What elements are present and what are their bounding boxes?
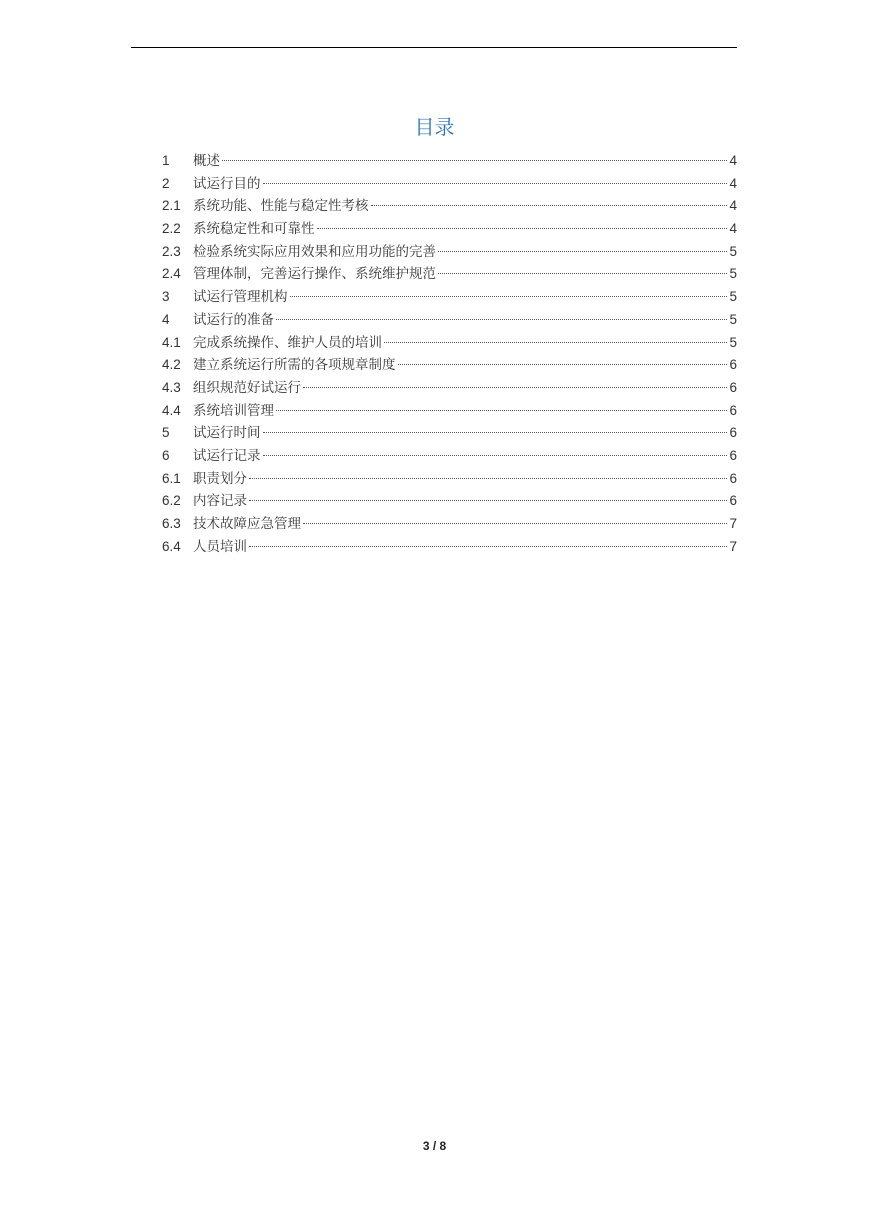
toc-entry-text: 系统稳定性和可靠性 [193, 221, 315, 238]
toc-entry-number: 1 [162, 153, 170, 168]
toc-entry[interactable] [162, 218, 737, 241]
toc-entry-page: 5 [729, 243, 737, 259]
toc-entry[interactable] [162, 263, 737, 286]
toc-entry-number: 4.3 [162, 379, 181, 395]
toc-entry-text: 人员培训 [193, 538, 247, 555]
toc-entry-number: 2.4 [162, 266, 181, 282]
toc-entry[interactable] [162, 332, 737, 355]
toc-entry[interactable] [162, 309, 737, 332]
toc-entry-number: 4 [162, 311, 170, 327]
toc-entry-page: 6 [729, 357, 737, 373]
toc-entry-text: 试运行管理机构 [193, 289, 288, 306]
toc-dot-leader [303, 523, 727, 524]
toc-dot-leader [276, 319, 727, 320]
toc-entry-page: 5 [729, 266, 737, 282]
toc-entry-text: 试运行的准备 [193, 311, 274, 328]
toc-entry[interactable] [162, 445, 737, 468]
toc-entry-page: 6 [729, 470, 737, 486]
toc-entry-text: 内容记录 [193, 493, 247, 510]
toc-dot-leader [249, 500, 727, 501]
toc-entry[interactable] [162, 490, 737, 513]
toc-entry-page: 6 [729, 493, 737, 509]
toc-entry-text: 建立系统运行所需的各项规章制度 [193, 357, 396, 374]
toc-entry[interactable] [162, 377, 737, 400]
toc-dot-leader [398, 364, 728, 365]
toc-entry-page: 7 [729, 538, 737, 554]
toc-entry-page: 5 [729, 334, 737, 350]
toc-entry-text: 试运行记录 [193, 447, 261, 464]
toc-dot-leader [317, 228, 728, 229]
toc-entry-page: 6 [729, 402, 737, 418]
toc-dot-leader [263, 432, 728, 433]
toc-entry-number: 5 [162, 425, 170, 441]
toc-entry-page: 5 [729, 311, 737, 327]
toc-entry-text: 管理体制，完善运行操作、系统维护规范 [193, 266, 436, 283]
toc-entry[interactable] [162, 241, 737, 264]
toc-entry-number: 2 [162, 175, 170, 191]
toc-entry-text: 试运行时间 [193, 425, 261, 442]
toc-entry-page: 4 [729, 175, 737, 191]
toc-entry-text: 组织规范好试运行 [193, 379, 301, 396]
toc-entry[interactable] [162, 400, 737, 423]
toc-dot-leader [249, 478, 727, 479]
toc-entry-number: 2.2 [162, 221, 181, 237]
toc-entry[interactable] [162, 468, 737, 491]
toc-dot-leader [290, 296, 728, 297]
toc-entry-page: 4 [729, 221, 737, 237]
toc-entry-page: 5 [729, 289, 737, 305]
toc-dot-leader [438, 251, 727, 252]
toc-entry-number: 6.2 [162, 493, 181, 509]
toc-dot-leader [263, 183, 728, 184]
toc-entry-number: 6.4 [162, 538, 181, 554]
toc-dot-leader [303, 387, 727, 388]
toc-entry-text: 检验系统实际应用效果和应用功能的完善 [193, 243, 436, 260]
toc-entry-number: 2.3 [162, 243, 181, 259]
toc-dot-leader [384, 342, 727, 343]
toc-dot-leader [276, 410, 727, 411]
toc-entry[interactable] [162, 195, 737, 218]
toc-entry[interactable] [162, 536, 737, 559]
toc-entry[interactable] [162, 173, 737, 196]
toc-entry-text: 试运行目的 [193, 175, 261, 192]
toc-entry-number: 4.4 [162, 402, 181, 418]
toc-title: 目录 [414, 115, 455, 139]
toc-entry-number: 6.3 [162, 516, 181, 531]
toc-entry-page: 4 [729, 153, 737, 168]
toc-dot-leader [263, 455, 728, 456]
toc-entry-number: 6 [162, 447, 170, 463]
header-rule [131, 47, 737, 48]
toc-dot-leader [222, 160, 727, 161]
toc-entry[interactable] [162, 286, 737, 309]
toc-entry-text: 职责划分 [193, 470, 247, 487]
toc-entry-text: 技术故障应急管理 [193, 516, 301, 532]
table-of-contents [162, 150, 737, 558]
toc-entry-text: 概述 [193, 153, 220, 169]
toc-entry-page: 6 [729, 447, 737, 463]
toc-entry[interactable] [162, 422, 737, 445]
toc-entry-number: 4.1 [162, 334, 181, 350]
toc-dot-leader [249, 546, 727, 547]
page-number: 3 / 8 [422, 1139, 447, 1153]
toc-entry-number: 6.1 [162, 470, 181, 486]
toc-dot-leader [371, 205, 728, 206]
toc-entry-text: 系统培训管理 [193, 402, 274, 419]
toc-entry[interactable] [162, 150, 737, 173]
toc-entry-page: 6 [729, 425, 737, 441]
toc-dot-leader [438, 273, 727, 274]
toc-entry-number: 2.1 [162, 198, 181, 214]
toc-entry-number: 4.2 [162, 357, 181, 373]
toc-entry-page: 6 [729, 379, 737, 395]
toc-entry[interactable] [162, 354, 737, 377]
toc-entry[interactable] [162, 513, 737, 536]
toc-entry-text: 完成系统操作、维护人员的培训 [193, 334, 382, 351]
toc-entry-text: 系统功能、性能与稳定性考核 [193, 198, 369, 215]
toc-entry-number: 3 [162, 289, 170, 305]
toc-entry-page: 4 [729, 198, 737, 214]
toc-entry-page: 7 [729, 516, 737, 531]
